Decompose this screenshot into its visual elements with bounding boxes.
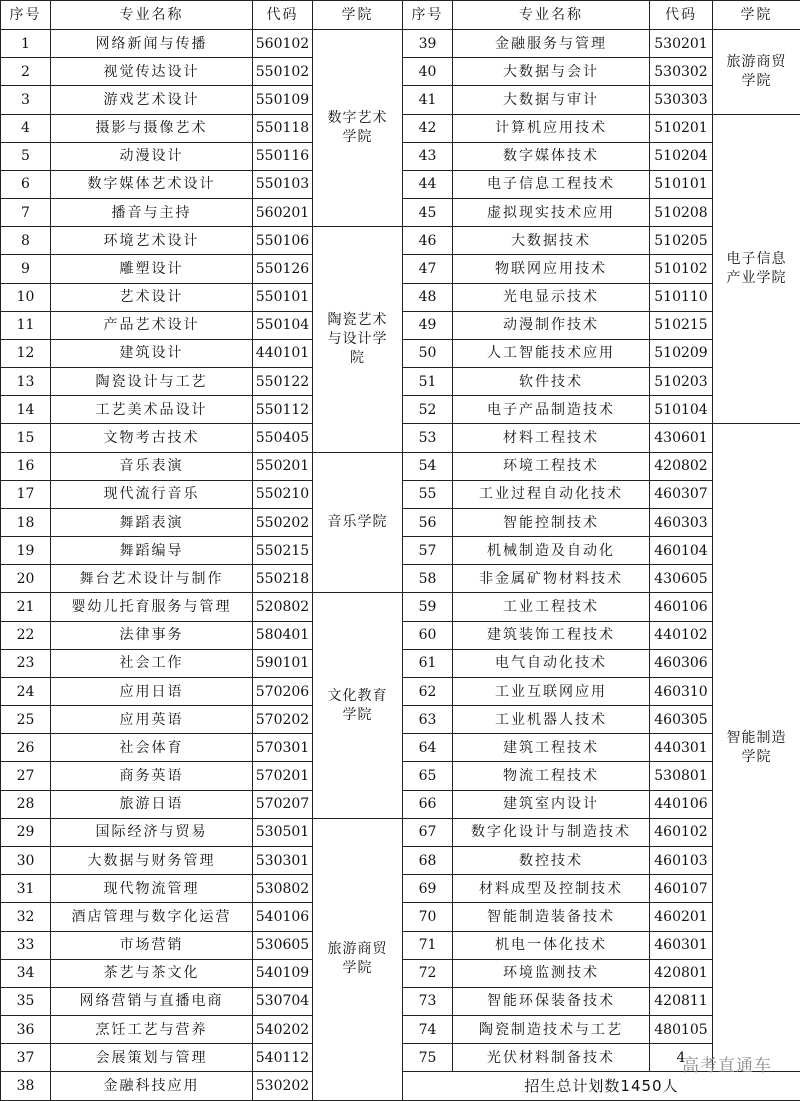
row-seq: 43: [403, 142, 453, 170]
major-code: 420811: [650, 987, 713, 1015]
major-code: 550210: [253, 480, 313, 508]
major-name: 物流工程技术: [453, 762, 650, 790]
row-seq: 74: [403, 1016, 453, 1044]
row-seq: 52: [403, 396, 453, 424]
major-code: 550104: [253, 311, 313, 339]
major-name: 工业互联网应用: [453, 677, 650, 705]
header-seq: 序号: [1, 1, 51, 30]
major-name: 工业工程技术: [453, 593, 650, 621]
row-seq: 49: [403, 311, 453, 339]
major-code: 590101: [253, 649, 313, 677]
major-name: 现代物流管理: [51, 875, 253, 903]
row-seq: 24: [1, 677, 51, 705]
major-code: 550103: [253, 170, 313, 198]
row-seq: 75: [403, 1044, 453, 1072]
row-seq: 51: [403, 368, 453, 396]
row-seq: 71: [403, 931, 453, 959]
header-college: 学院: [313, 1, 403, 30]
major-name: 非金属矿物材料技术: [453, 565, 650, 593]
table-row: [1, 452, 800, 480]
major-name: 应用日语: [51, 677, 253, 705]
major-code: 540109: [253, 959, 313, 987]
major-code: 550126: [253, 255, 313, 283]
major-name: 音乐表演: [51, 452, 253, 480]
major-name: 酒店管理与数字化运营: [51, 903, 253, 931]
row-seq: 65: [403, 762, 453, 790]
major-code: 550116: [253, 142, 313, 170]
major-name: 环境艺术设计: [51, 227, 253, 255]
major-code: 430605: [650, 565, 713, 593]
major-code: 510203: [650, 368, 713, 396]
row-seq: 4: [1, 114, 51, 142]
major-code: 420802: [650, 452, 713, 480]
major-code: 530201: [650, 30, 713, 58]
major-name: 数字化设计与制造技术: [453, 818, 650, 846]
major-name: 计算机应用技术: [453, 114, 650, 142]
major-name: 环境监测技术: [453, 959, 650, 987]
college-cell: 智能制造学院: [713, 424, 800, 1072]
table-row: [1, 818, 800, 846]
major-name: 建筑工程技术: [453, 734, 650, 762]
row-seq: 3: [1, 86, 51, 114]
major-name: 金融科技应用: [51, 1072, 253, 1101]
major-code: 550202: [253, 508, 313, 536]
major-name: 工业机器人技术: [453, 706, 650, 734]
major-name: 动漫设计: [51, 142, 253, 170]
major-name: 文物考古技术: [51, 424, 253, 452]
major-name: 舞蹈表演: [51, 508, 253, 536]
row-seq: 39: [403, 30, 453, 58]
major-code: 560201: [253, 199, 313, 227]
major-code: 460201: [650, 903, 713, 931]
major-name: 材料成型及控制技术: [453, 875, 650, 903]
college-cell: 电子信息产业学院: [713, 114, 800, 424]
major-name: 艺术设计: [51, 283, 253, 311]
major-name: 动漫制作技术: [453, 311, 650, 339]
major-code: 460303: [650, 508, 713, 536]
row-seq: 59: [403, 593, 453, 621]
college-cell: 音乐学院: [313, 452, 403, 593]
major-name: 应用英语: [51, 706, 253, 734]
row-seq: 57: [403, 537, 453, 565]
row-seq: 38: [1, 1072, 51, 1101]
row-seq: 44: [403, 170, 453, 198]
row-seq: 11: [1, 311, 51, 339]
major-name: 网络新闻与传播: [51, 30, 253, 58]
major-code: 440101: [253, 339, 313, 367]
college-cell: 数字艺术学院: [313, 30, 403, 227]
row-seq: 28: [1, 790, 51, 818]
row-seq: 34: [1, 959, 51, 987]
college-cell: 旅游商贸学院: [313, 818, 403, 1100]
major-code: 460102: [650, 818, 713, 846]
major-code: 540112: [253, 1044, 313, 1072]
major-code: 550118: [253, 114, 313, 142]
row-seq: 19: [1, 537, 51, 565]
table-row: [1, 30, 800, 58]
major-code: 530202: [253, 1072, 313, 1101]
major-code: 530605: [253, 931, 313, 959]
row-seq: 9: [1, 255, 51, 283]
major-code: 540106: [253, 903, 313, 931]
major-name: 大数据技术: [453, 227, 650, 255]
row-seq: 25: [1, 706, 51, 734]
header-seq: 序号: [403, 1, 453, 30]
row-seq: 30: [1, 846, 51, 874]
major-code: 460106: [650, 593, 713, 621]
major-code: 530303: [650, 86, 713, 114]
major-code: 550201: [253, 452, 313, 480]
major-code: 460107: [650, 875, 713, 903]
major-name: 视觉传达设计: [51, 58, 253, 86]
row-seq: 26: [1, 734, 51, 762]
row-seq: 17: [1, 480, 51, 508]
row-seq: 53: [403, 424, 453, 452]
major-name: 智能环保装备技术: [453, 987, 650, 1015]
major-name: 旅游日语: [51, 790, 253, 818]
major-name: 数控技术: [453, 846, 650, 874]
major-name: 会展策划与管理: [51, 1044, 253, 1072]
major-name: 电子信息工程技术: [453, 170, 650, 198]
row-seq: 32: [1, 903, 51, 931]
major-name: 播音与主持: [51, 199, 253, 227]
row-seq: 40: [403, 58, 453, 86]
major-code: 570301: [253, 734, 313, 762]
major-code: 460104: [650, 537, 713, 565]
total-enrollment: 招生总计划数1450人: [403, 1072, 800, 1101]
major-code: 530302: [650, 58, 713, 86]
row-seq: 5: [1, 142, 51, 170]
major-code: 510101: [650, 170, 713, 198]
row-seq: 73: [403, 987, 453, 1015]
major-name: 工艺美术品设计: [51, 396, 253, 424]
major-name: 建筑装饰工程技术: [453, 621, 650, 649]
major-name: 法律事务: [51, 621, 253, 649]
header-major: 专业名称: [453, 1, 650, 30]
major-code: 550405: [253, 424, 313, 452]
major-code: 420801: [650, 959, 713, 987]
row-seq: 54: [403, 452, 453, 480]
row-seq: 63: [403, 706, 453, 734]
header-code: 代码: [253, 1, 313, 30]
row-seq: 33: [1, 931, 51, 959]
major-code: 460306: [650, 649, 713, 677]
table-row: [1, 593, 800, 621]
major-name: 数字媒体技术: [453, 142, 650, 170]
major-code: 480105: [650, 1016, 713, 1044]
row-seq: 72: [403, 959, 453, 987]
watermark: 高考直通车: [682, 1056, 772, 1076]
row-seq: 31: [1, 875, 51, 903]
major-code: 570202: [253, 706, 313, 734]
major-code: 510215: [650, 311, 713, 339]
major-name: 智能制造装备技术: [453, 903, 650, 931]
major-name: 舞蹈编导: [51, 537, 253, 565]
major-name: 物联网应用技术: [453, 255, 650, 283]
header-college: 学院: [713, 1, 800, 30]
major-name: 环境工程技术: [453, 452, 650, 480]
row-seq: 16: [1, 452, 51, 480]
row-seq: 69: [403, 875, 453, 903]
row-seq: 48: [403, 283, 453, 311]
major-name: 社会体育: [51, 734, 253, 762]
table-row: [1, 227, 800, 255]
college-cell: 旅游商贸学院: [713, 30, 800, 115]
row-seq: 64: [403, 734, 453, 762]
major-code: 510204: [650, 142, 713, 170]
row-seq: 42: [403, 114, 453, 142]
major-name: 陶瓷设计与工艺: [51, 368, 253, 396]
row-seq: 14: [1, 396, 51, 424]
row-seq: 29: [1, 818, 51, 846]
college-cell: 陶瓷艺术与设计学院: [313, 227, 403, 452]
major-code: 440102: [650, 621, 713, 649]
major-code: 530501: [253, 818, 313, 846]
major-code: 510102: [650, 255, 713, 283]
row-seq: 13: [1, 368, 51, 396]
major-code: 460103: [650, 846, 713, 874]
row-seq: 23: [1, 649, 51, 677]
major-code: 550106: [253, 227, 313, 255]
major-name: 茶艺与茶文化: [51, 959, 253, 987]
major-code: 550112: [253, 396, 313, 424]
major-name: 大数据与财务管理: [51, 846, 253, 874]
major-code: 4: [650, 1044, 713, 1072]
row-seq: 6: [1, 170, 51, 198]
major-code: 580401: [253, 621, 313, 649]
major-code: 530801: [650, 762, 713, 790]
major-name: 市场营销: [51, 931, 253, 959]
major-name: 光伏材料制备技术: [453, 1044, 650, 1072]
row-seq: 50: [403, 339, 453, 367]
major-name: 建筑设计: [51, 339, 253, 367]
major-name: 游戏艺术设计: [51, 86, 253, 114]
row-seq: 2: [1, 58, 51, 86]
row-seq: 20: [1, 565, 51, 593]
row-seq: 68: [403, 846, 453, 874]
major-code: 510208: [650, 199, 713, 227]
row-seq: 1: [1, 30, 51, 58]
major-name: 产品艺术设计: [51, 311, 253, 339]
major-name: 光电显示技术: [453, 283, 650, 311]
row-seq: 37: [1, 1044, 51, 1072]
major-name: 数字媒体艺术设计: [51, 170, 253, 198]
row-seq: 55: [403, 480, 453, 508]
major-name: 社会工作: [51, 649, 253, 677]
college-cell: 文化教育学院: [313, 593, 403, 818]
major-code: 530704: [253, 987, 313, 1015]
major-code: 550101: [253, 283, 313, 311]
major-code: 550109: [253, 86, 313, 114]
row-seq: 45: [403, 199, 453, 227]
major-code: 540202: [253, 1016, 313, 1044]
row-seq: 35: [1, 987, 51, 1015]
major-name: 虚拟现实技术应用: [453, 199, 650, 227]
major-name: 网络营销与直播电商: [51, 987, 253, 1015]
major-code: 550102: [253, 58, 313, 86]
major-name: 大数据与审计: [453, 86, 650, 114]
major-name: 烹饪工艺与营养: [51, 1016, 253, 1044]
major-name: 软件技术: [453, 368, 650, 396]
header-code: 代码: [650, 1, 713, 30]
major-code: 510209: [650, 339, 713, 367]
major-name: 建筑室内设计: [453, 790, 650, 818]
major-name: 国际经济与贸易: [51, 818, 253, 846]
row-seq: 47: [403, 255, 453, 283]
major-name: 工业过程自动化技术: [453, 480, 650, 508]
major-code: 560102: [253, 30, 313, 58]
major-code: 550122: [253, 368, 313, 396]
row-seq: 41: [403, 86, 453, 114]
row-seq: 46: [403, 227, 453, 255]
major-name: 舞台艺术设计与制作: [51, 565, 253, 593]
major-name: 现代流行音乐: [51, 480, 253, 508]
row-seq: 22: [1, 621, 51, 649]
row-seq: 62: [403, 677, 453, 705]
header-major: 专业名称: [51, 1, 253, 30]
major-code: 510110: [650, 283, 713, 311]
major-code: 520802: [253, 593, 313, 621]
major-code: 570201: [253, 762, 313, 790]
row-seq: 61: [403, 649, 453, 677]
major-name: 材料工程技术: [453, 424, 650, 452]
major-code: 570206: [253, 677, 313, 705]
major-code: 440301: [650, 734, 713, 762]
row-seq: 67: [403, 818, 453, 846]
major-code: 440106: [650, 790, 713, 818]
major-name: 智能控制技术: [453, 508, 650, 536]
major-name: 机电一体化技术: [453, 931, 650, 959]
row-seq: 8: [1, 227, 51, 255]
row-seq: 15: [1, 424, 51, 452]
major-code: 570207: [253, 790, 313, 818]
row-seq: 66: [403, 790, 453, 818]
major-name: 电气自动化技术: [453, 649, 650, 677]
major-code: 510104: [650, 396, 713, 424]
major-name: 大数据与会计: [453, 58, 650, 86]
major-name: 婴幼儿托育服务与管理: [51, 593, 253, 621]
major-code: 430601: [650, 424, 713, 452]
row-seq: 60: [403, 621, 453, 649]
row-seq: 12: [1, 339, 51, 367]
major-code: 460305: [650, 706, 713, 734]
table-body: [1, 30, 800, 1101]
major-name: 商务英语: [51, 762, 253, 790]
major-code: 460307: [650, 480, 713, 508]
row-seq: 21: [1, 593, 51, 621]
major-code: 530301: [253, 846, 313, 874]
row-seq: 27: [1, 762, 51, 790]
major-code: 460301: [650, 931, 713, 959]
header-row: [1, 1, 800, 30]
row-seq: 18: [1, 508, 51, 536]
major-name: 电子产品制造技术: [453, 396, 650, 424]
major-name: 雕塑设计: [51, 255, 253, 283]
major-name: 摄影与摄像艺术: [51, 114, 253, 142]
major-code: 460310: [650, 677, 713, 705]
row-seq: 36: [1, 1016, 51, 1044]
major-code: 510201: [650, 114, 713, 142]
row-seq: 56: [403, 508, 453, 536]
major-name: 人工智能技术应用: [453, 339, 650, 367]
major-name: 机械制造及自动化: [453, 537, 650, 565]
major-name: 陶瓷制造技术与工艺: [453, 1016, 650, 1044]
row-seq: 58: [403, 565, 453, 593]
row-seq: 7: [1, 199, 51, 227]
major-code: 530802: [253, 875, 313, 903]
major-code: 550218: [253, 565, 313, 593]
major-code: 510205: [650, 227, 713, 255]
row-seq: 10: [1, 283, 51, 311]
row-seq: 70: [403, 903, 453, 931]
major-name: 金融服务与管理: [453, 30, 650, 58]
major-code: 550215: [253, 537, 313, 565]
